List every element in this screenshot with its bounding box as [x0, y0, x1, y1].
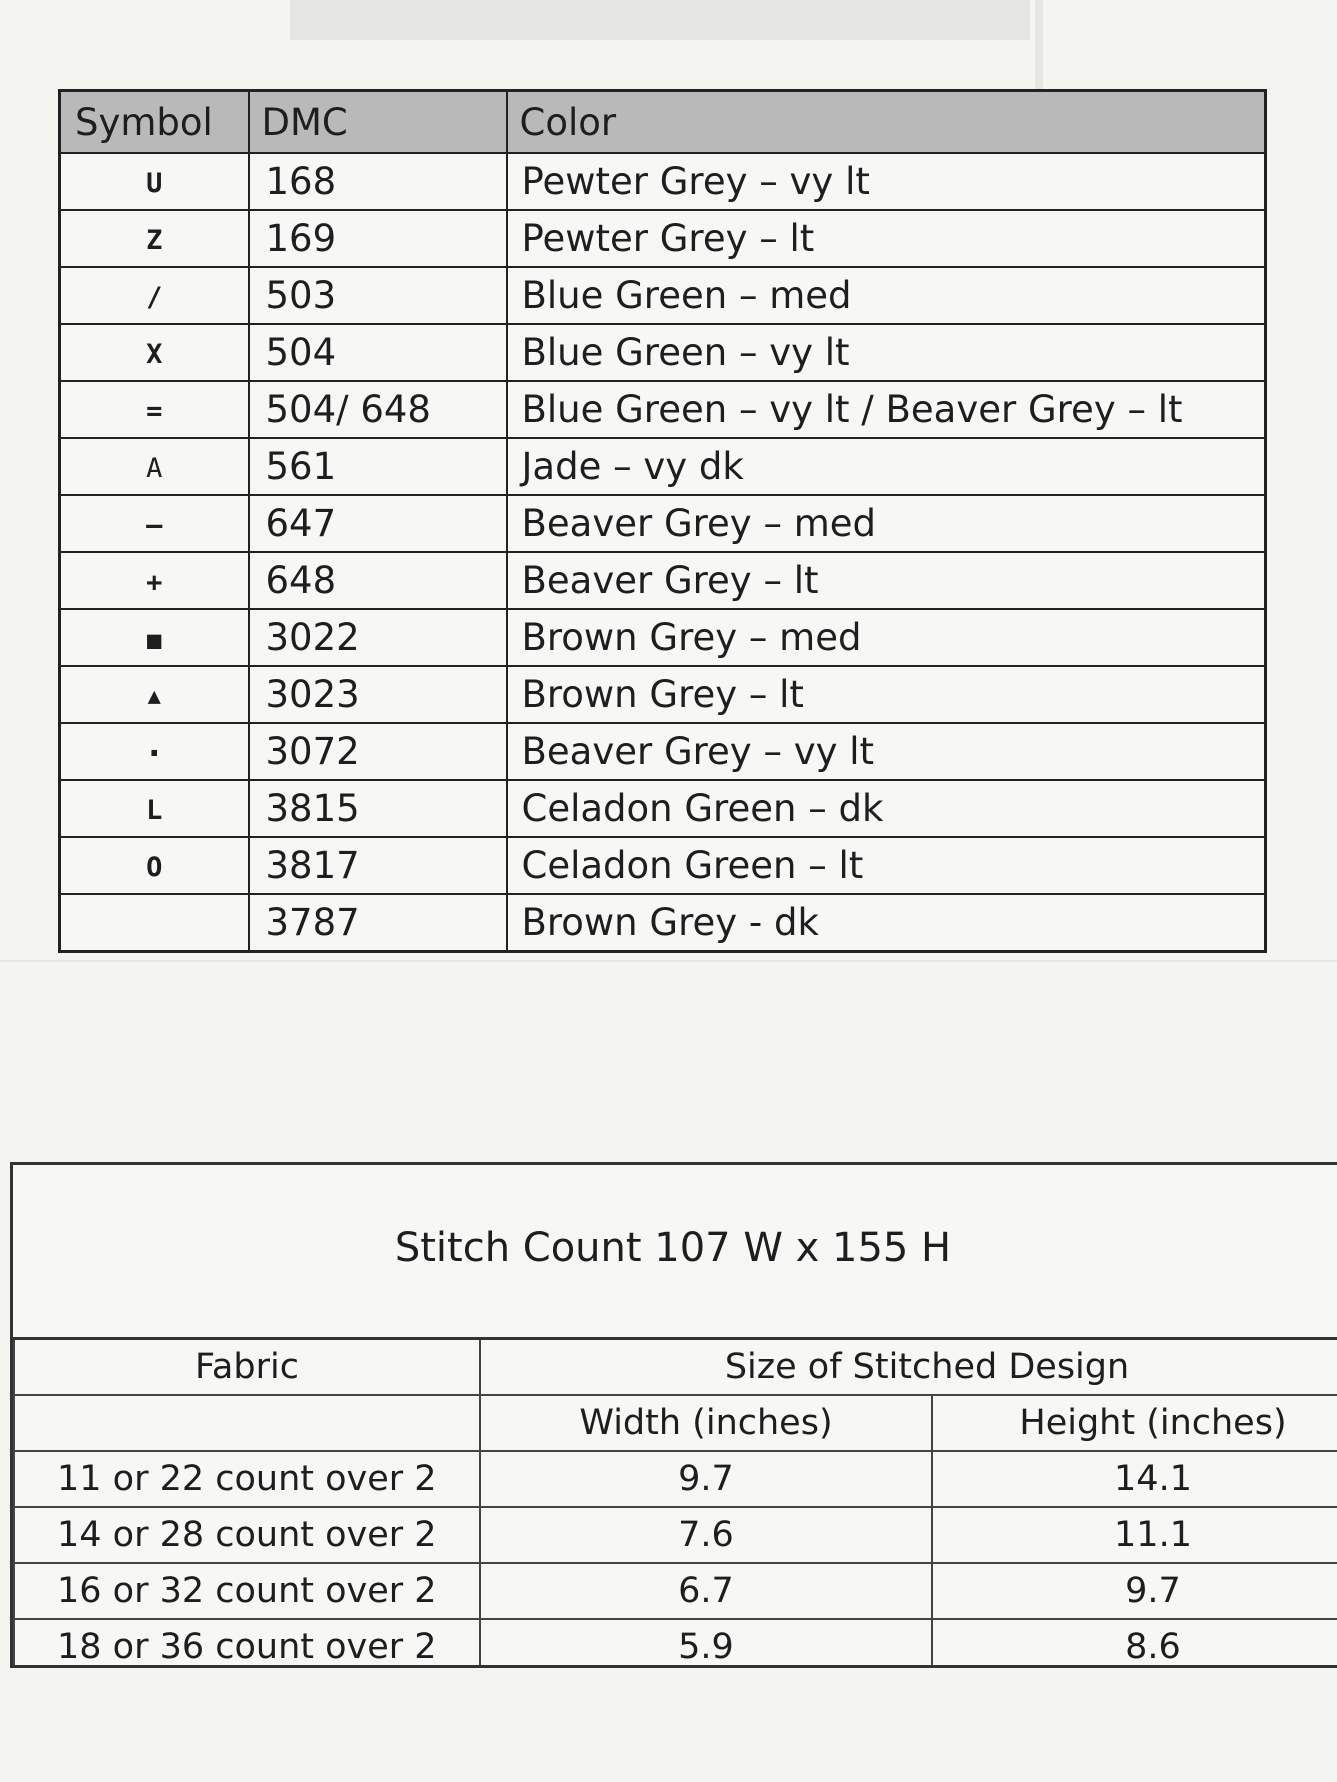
- table-row: [60, 381, 1266, 438]
- table-row: [60, 438, 1266, 495]
- symbol-cell: [60, 210, 249, 267]
- table-row: [60, 723, 1266, 780]
- table-row: [14, 1619, 1337, 1668]
- height-value: 8.6: [932, 1619, 1337, 1668]
- dmc-number: 3022: [249, 609, 507, 666]
- dmc-number: 3023: [249, 666, 507, 723]
- stitch-count-title: Stitch Count 107 W x 155 H: [394, 1225, 952, 1271]
- design-size-table: [13, 1337, 1337, 1668]
- table-row: [60, 210, 1266, 267]
- width-header: Width (inches): [480, 1395, 932, 1451]
- dmc-number: 3817: [249, 837, 507, 894]
- dmc-number: 3815: [249, 780, 507, 837]
- color-name: Brown Grey – lt: [507, 666, 1266, 723]
- color-name: Pewter Grey – lt: [507, 210, 1266, 267]
- stitch-symbol-icon: ·: [144, 733, 165, 774]
- fabric-count: 16 or 32 count over 2: [14, 1563, 480, 1619]
- dmc-number: 168: [249, 153, 507, 210]
- symbol-cell: [60, 609, 249, 666]
- color-name: Celadon Green – dk: [507, 780, 1266, 837]
- symbol-cell: [60, 381, 249, 438]
- stitch-symbol-icon: U: [146, 167, 163, 199]
- dmc-number: 503: [249, 267, 507, 324]
- color-name: Blue Green – vy lt: [507, 324, 1266, 381]
- bleed-through-mark: [290, 0, 1030, 40]
- empty-cell: [14, 1395, 480, 1451]
- stitch-symbol-icon: –: [146, 509, 163, 541]
- color-name: Brown Grey – med: [507, 609, 1266, 666]
- width-value: 6.7: [480, 1563, 932, 1619]
- symbol-column-header: Symbol: [60, 91, 249, 154]
- symbol-cell: [60, 267, 249, 324]
- width-value: 9.7: [480, 1451, 932, 1507]
- color-column-header: Color: [507, 91, 1266, 154]
- table-row: [60, 552, 1266, 609]
- table-row: [60, 837, 1266, 894]
- color-name: Jade – vy dk: [507, 438, 1266, 495]
- symbol-cell: [60, 780, 249, 837]
- color-name: Celadon Green – lt: [507, 837, 1266, 894]
- stitch-symbol-icon: +: [146, 566, 163, 598]
- table-row: [60, 324, 1266, 381]
- table-row: [60, 780, 1266, 837]
- height-header: Height (inches): [932, 1395, 1337, 1451]
- dmc-number: 561: [249, 438, 507, 495]
- stitch-symbol-icon: [139, 910, 169, 940]
- table-row: [60, 267, 1266, 324]
- color-name: Blue Green – vy lt / Beaver Grey – lt: [507, 381, 1266, 438]
- symbol-cell: [60, 552, 249, 609]
- stitch-symbol-icon: A: [146, 452, 163, 484]
- color-name: Pewter Grey – vy lt: [507, 153, 1266, 210]
- height-value: 11.1: [932, 1507, 1337, 1563]
- color-key-header-row: [60, 91, 1266, 154]
- table-row: [60, 495, 1266, 552]
- dmc-number: 647: [249, 495, 507, 552]
- symbol-cell: [60, 723, 249, 780]
- dmc-number: 3787: [249, 894, 507, 952]
- stitch-symbol-icon: =: [146, 395, 163, 427]
- color-key-table: [58, 89, 1267, 953]
- stitch-count-box: [10, 1162, 1337, 1668]
- symbol-cell: [60, 837, 249, 894]
- height-value: 14.1: [932, 1451, 1337, 1507]
- fabric-count: 18 or 36 count over 2: [14, 1619, 480, 1668]
- size-subheader-row: [14, 1395, 1337, 1451]
- stitch-symbol-icon: X: [146, 338, 163, 370]
- dmc-number: 648: [249, 552, 507, 609]
- bleed-through-mark: [0, 960, 1337, 962]
- symbol-cell: [60, 438, 249, 495]
- symbol-cell: [60, 894, 249, 952]
- dmc-number: 3072: [249, 723, 507, 780]
- stitch-symbol-icon: /: [146, 281, 163, 313]
- symbol-cell: [60, 153, 249, 210]
- color-name: Brown Grey - dk: [507, 894, 1266, 952]
- color-name: Beaver Grey – vy lt: [507, 723, 1266, 780]
- table-row: [14, 1507, 1337, 1563]
- fabric-header: Fabric: [14, 1339, 480, 1396]
- fabric-count: 11 or 22 count over 2: [14, 1451, 480, 1507]
- stitch-symbol-icon: L: [146, 794, 163, 826]
- symbol-cell: [60, 495, 249, 552]
- dmc-number: 504/ 648: [249, 381, 507, 438]
- table-row: [60, 609, 1266, 666]
- width-value: 5.9: [480, 1619, 932, 1668]
- stitch-symbol-icon: ▲: [147, 683, 161, 709]
- dmc-column-header: DMC: [249, 91, 507, 154]
- stitch-symbol-icon: O: [146, 851, 163, 883]
- symbol-cell: [60, 324, 249, 381]
- width-value: 7.6: [480, 1507, 932, 1563]
- table-row: [60, 894, 1266, 952]
- table-row: [60, 666, 1266, 723]
- stitch-symbol-icon: Z: [146, 224, 163, 256]
- table-row: [60, 153, 1266, 210]
- stitch-symbol-icon: ■: [147, 625, 162, 654]
- dmc-number: 169: [249, 210, 507, 267]
- color-name: Beaver Grey – lt: [507, 552, 1266, 609]
- color-name: Beaver Grey – med: [507, 495, 1266, 552]
- table-row: [14, 1451, 1337, 1507]
- color-name: Blue Green – med: [507, 267, 1266, 324]
- size-header-row: [14, 1339, 1337, 1396]
- symbol-cell: [60, 666, 249, 723]
- height-value: 9.7: [932, 1563, 1337, 1619]
- fabric-count: 14 or 28 count over 2: [14, 1507, 480, 1563]
- table-row: [14, 1563, 1337, 1619]
- size-header: Size of Stitched Design: [480, 1339, 1337, 1396]
- dmc-number: 504: [249, 324, 507, 381]
